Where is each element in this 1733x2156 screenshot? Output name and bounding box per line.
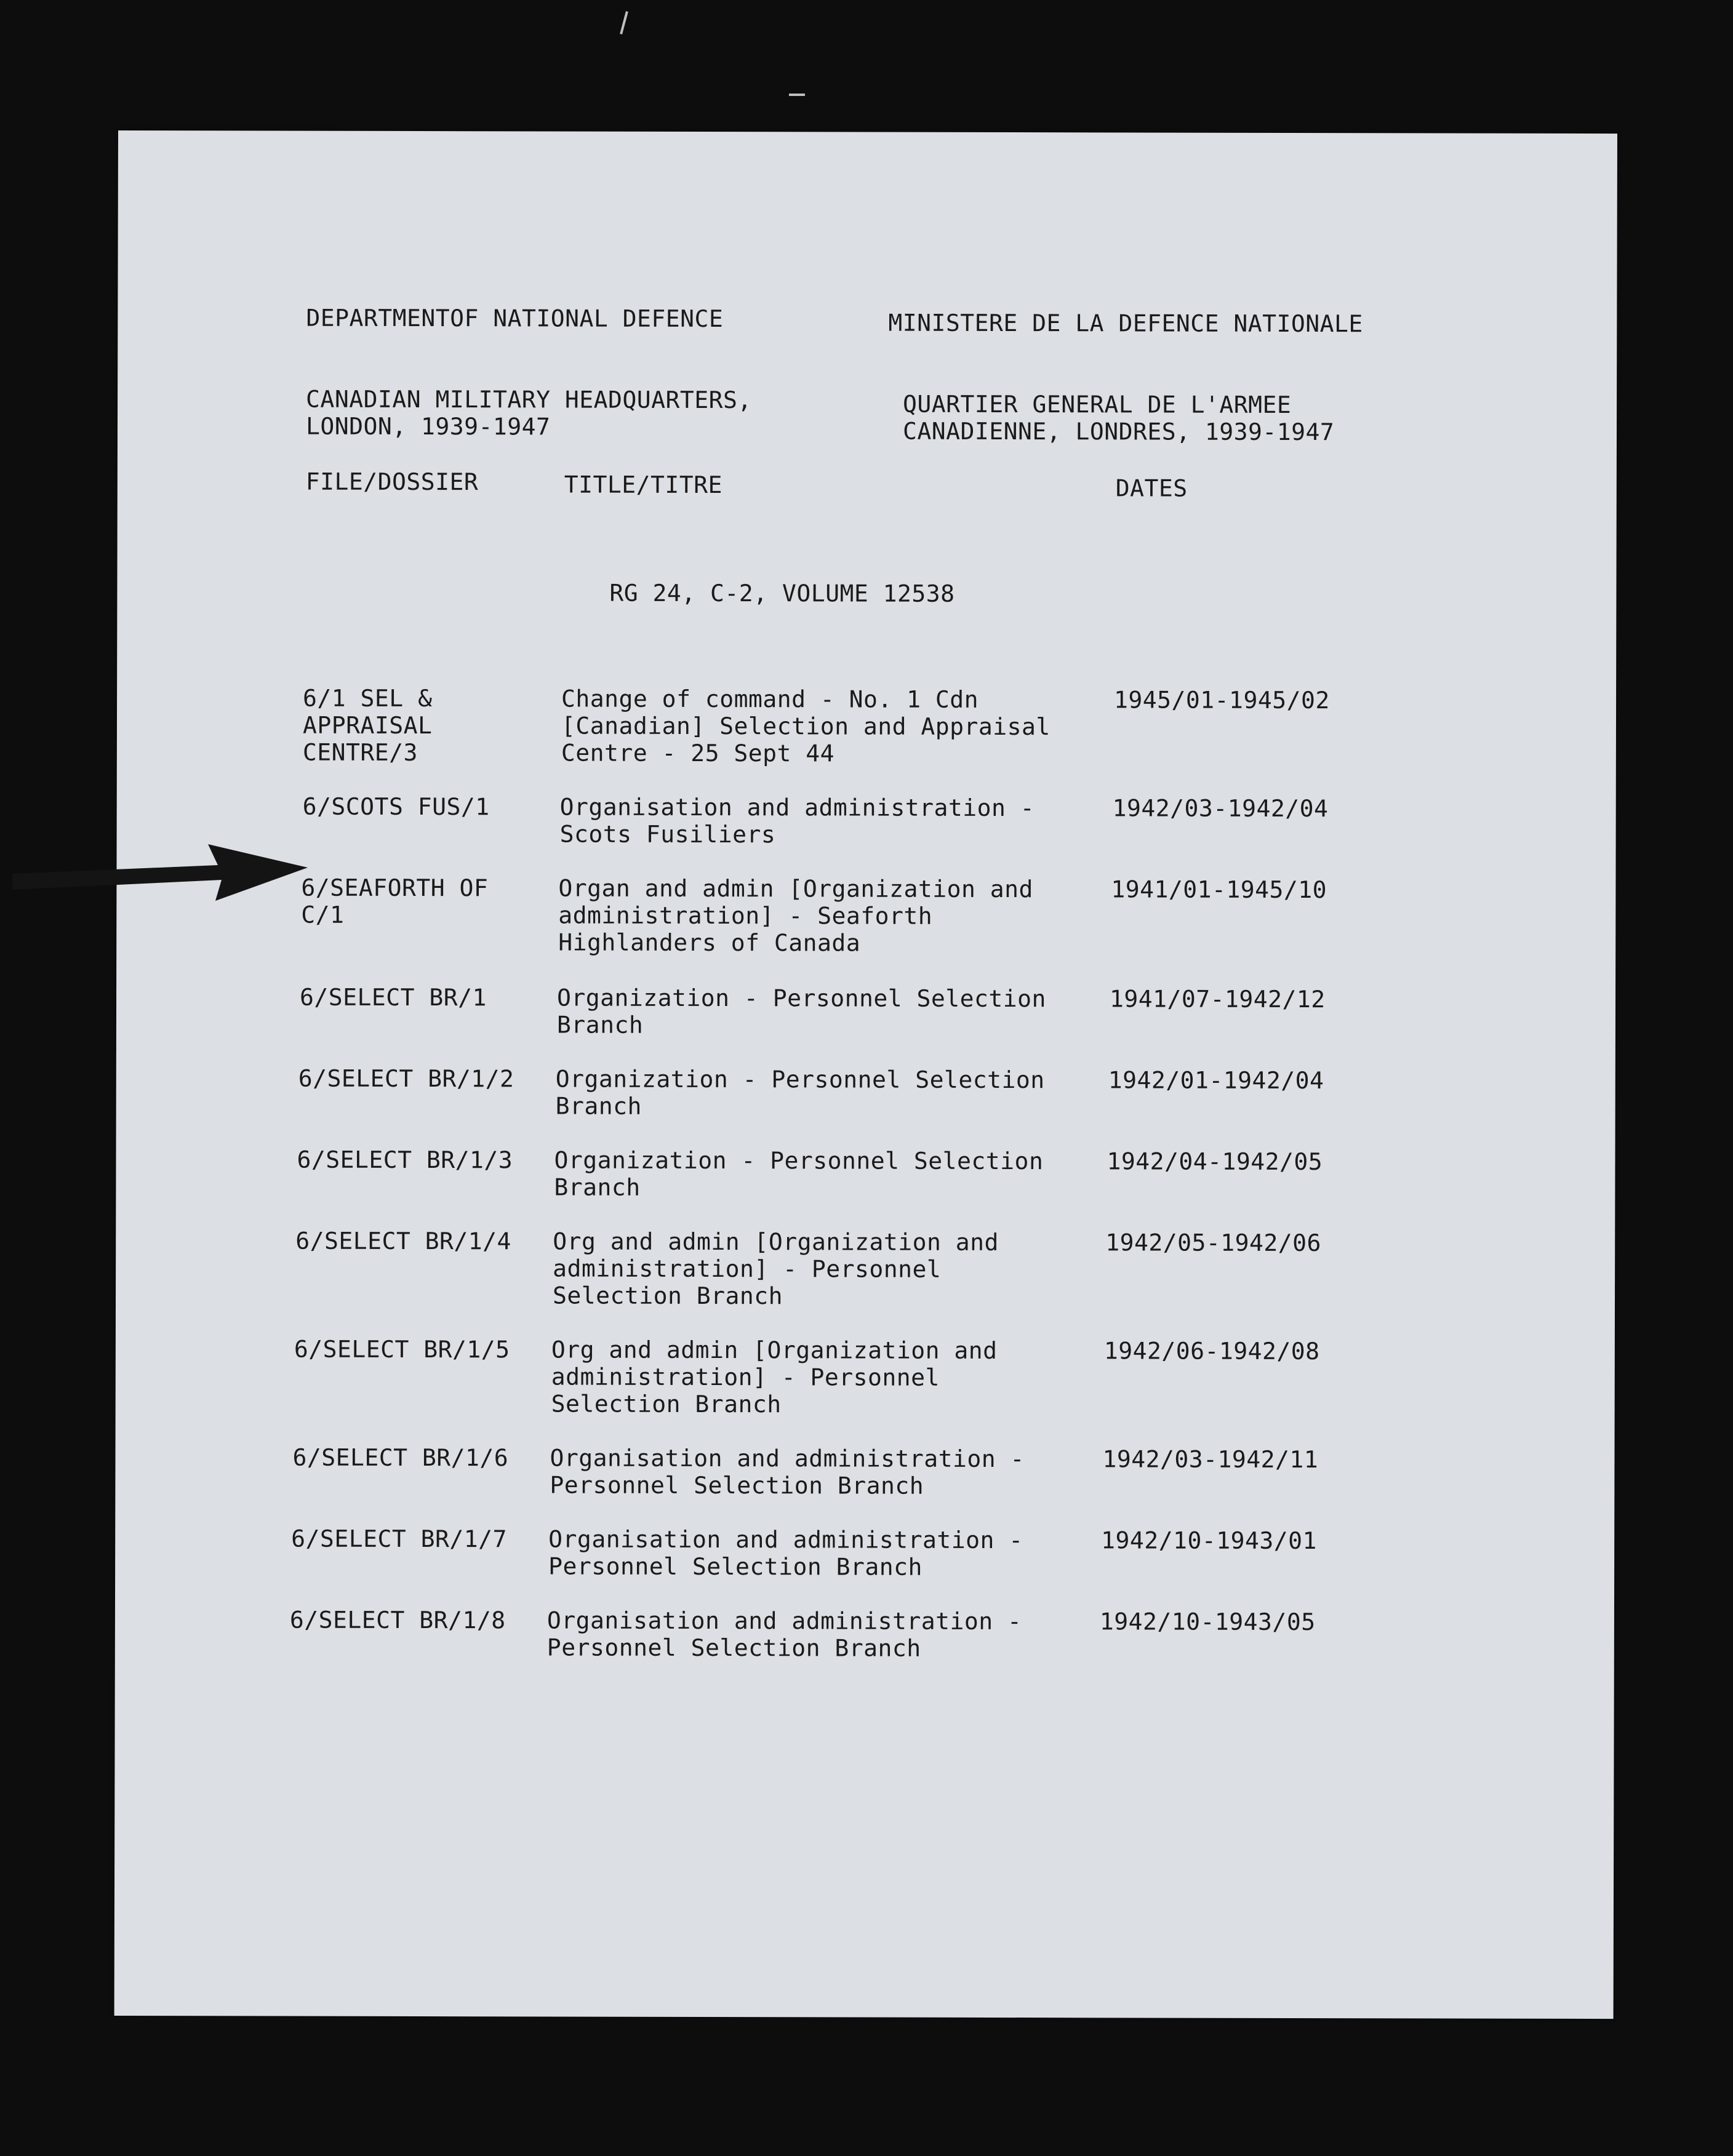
entry-row-highlighted bbox=[116, 983, 1615, 1039]
entry-row bbox=[116, 1335, 1615, 1418]
entry-file: 6/SEAFORTH OF C/1 bbox=[301, 874, 489, 928]
entry-dates: 1945/01-1945/02 bbox=[1114, 686, 1330, 714]
entry-title: Organ and admin [Organization and administration] - Seaforth Highlanders of Canada bbox=[558, 874, 1033, 957]
dept-name-en: DEPARTMENTOF NATIONAL DEFENCE bbox=[306, 304, 724, 333]
entry-title: Change of command - No. 1 Cdn [Canadian] Selection and Appraisal Centre - 25 Sept 44 bbox=[561, 685, 1051, 767]
dept-name-fr: MINISTERE DE LA DEFENCE NATIONALE bbox=[888, 309, 1363, 338]
document-page bbox=[114, 130, 1617, 2019]
entry-title: Organisation and administration - Scots Fusiliers bbox=[559, 793, 1035, 848]
column-header-dates: DATES bbox=[1115, 474, 1188, 502]
entry-file: 6/1 SEL & APPRAISAL CENTRE/3 bbox=[302, 684, 433, 767]
column-header-title: TITLE/TITRE bbox=[564, 471, 723, 499]
hq-name-en-line2: LONDON, 1939-1947 bbox=[305, 412, 551, 441]
entry-dates: 1942/10-1943/05 bbox=[1099, 1608, 1316, 1636]
entry-file: 6/SELECT BR/1/3 bbox=[297, 1146, 513, 1174]
entry-dates: 1942/06-1942/08 bbox=[1103, 1337, 1320, 1365]
entry-file: 6/SELECT BR/1/5 bbox=[294, 1335, 510, 1363]
pointer-arrow-icon bbox=[12, 837, 308, 904]
entry-row bbox=[116, 1227, 1615, 1310]
entry-title: Organization - Personnel Selection Branch bbox=[556, 984, 1046, 1039]
entry-row bbox=[116, 874, 1615, 957]
entry-row bbox=[117, 793, 1616, 848]
entry-row bbox=[116, 1146, 1615, 1201]
entry-file: 6/SCOTS FUS/1 bbox=[302, 793, 490, 821]
scan-speck bbox=[789, 94, 805, 96]
entry-title: Organisation and administration - Personnel Selection Branch bbox=[548, 1525, 1023, 1581]
entry-file: 6/SELECT BR/1/4 bbox=[295, 1227, 511, 1255]
entry-dates: 1942/04-1942/05 bbox=[1107, 1148, 1323, 1176]
hq-name-en-line1: CANADIAN MILITARY HEADQUARTERS, bbox=[306, 385, 752, 414]
entry-file: 6/SELECT BR/1/2 bbox=[298, 1064, 514, 1093]
entry-title: Org and admin [Organization and administration] - Personnel Selection Branch bbox=[551, 1336, 998, 1418]
entry-dates: 1942/03-1942/11 bbox=[1102, 1445, 1319, 1474]
entry-row bbox=[116, 1443, 1615, 1499]
entry-row bbox=[115, 1525, 1614, 1581]
entry-file: 6/SELECT BR/1/6 bbox=[292, 1443, 509, 1472]
entry-file: 6/SELECT BR/1/7 bbox=[291, 1525, 507, 1553]
volume-reference: RG 24, C-2, VOLUME 12538 bbox=[609, 579, 955, 607]
entry-dates: 1942/01-1942/04 bbox=[1108, 1066, 1324, 1095]
entry-row bbox=[115, 1606, 1614, 1662]
entry-title: Organisation and administration - Personnel Selection Branch bbox=[550, 1444, 1025, 1499]
entry-file: 6/SELECT BR/1/8 bbox=[289, 1606, 506, 1634]
hq-name-fr-line1: QUARTIER GENERAL DE L'ARMEE bbox=[903, 390, 1292, 418]
scan-speck bbox=[620, 11, 628, 34]
entry-title: Organization - Personnel Selection Branch bbox=[554, 1146, 1044, 1201]
entry-title: Organization - Personnel Selection Branch bbox=[555, 1065, 1045, 1120]
column-header-file: FILE/DOSSIER bbox=[305, 468, 479, 496]
hq-name-fr-line2: CANADIENNE, LONDRES, 1939-1947 bbox=[902, 417, 1335, 446]
entry-dates: 1942/05-1942/06 bbox=[1105, 1229, 1321, 1257]
entry-dates: 1941/01-1945/10 bbox=[1111, 876, 1327, 904]
entry-dates: 1942/10-1943/01 bbox=[1101, 1527, 1317, 1555]
entry-file: 6/SELECT BR/1 bbox=[300, 983, 487, 1012]
entry-title: Organisation and administration - Personnel Selection Branch bbox=[546, 1607, 1022, 1662]
entry-row bbox=[116, 1064, 1615, 1120]
entry-dates: 1942/03-1942/04 bbox=[1112, 794, 1329, 823]
entry-dates: 1941/07-1942/12 bbox=[1110, 985, 1326, 1013]
entry-row bbox=[117, 684, 1616, 767]
entry-title: Org and admin [Organization and administration] - Personnel Selection Branch bbox=[552, 1228, 999, 1310]
